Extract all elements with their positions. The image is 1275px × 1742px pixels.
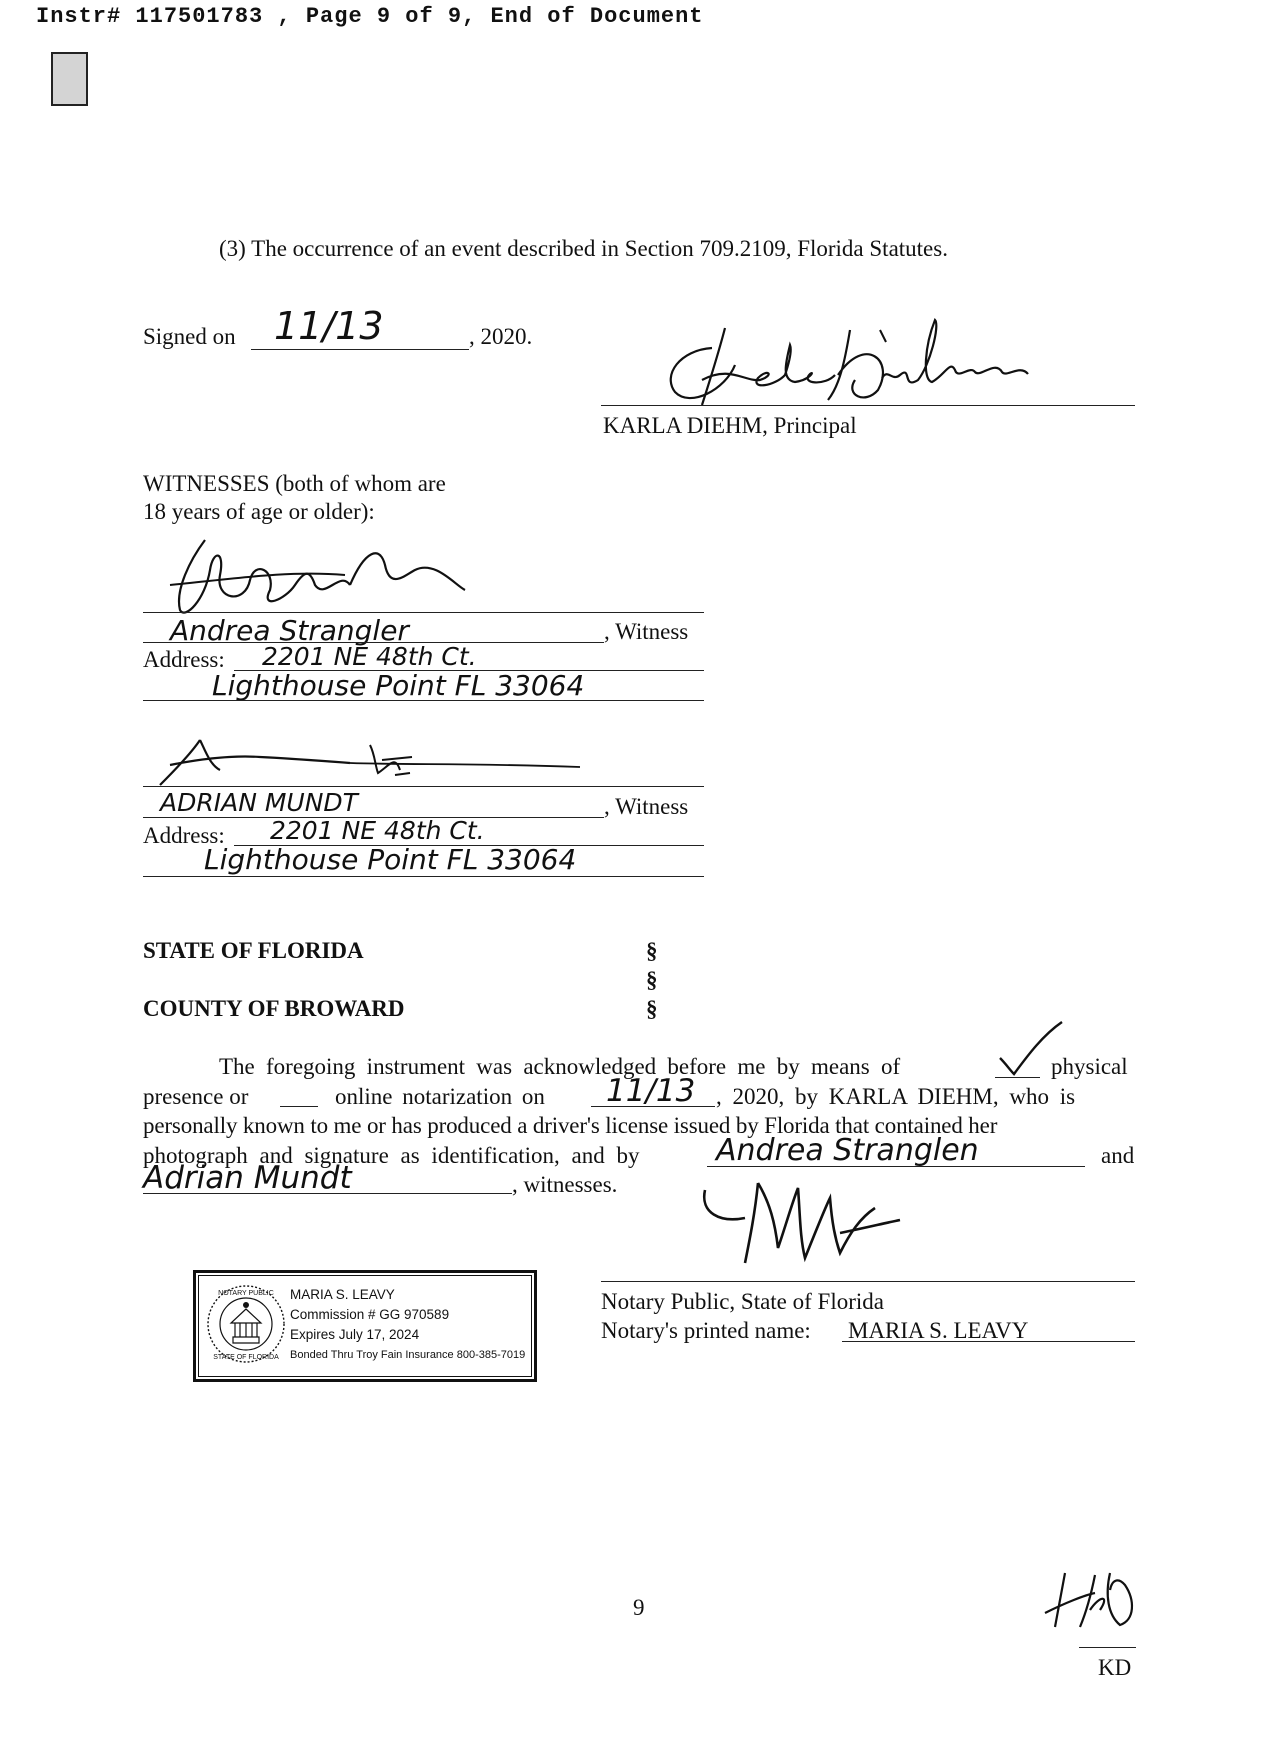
ack-line4-a: photograph and signature as identification, and by — [143, 1143, 640, 1168]
witnesses-heading-1: WITNESSES (both of whom are — [143, 471, 446, 496]
ack-line5: , witnesses. — [512, 1172, 618, 1197]
witness2-label: , Witness — [604, 794, 689, 819]
ack-line2-b: online notarization on — [335, 1084, 545, 1109]
ack-witness2-line — [143, 1193, 512, 1194]
principal-signature-line — [601, 405, 1135, 406]
witness2-address1: 2201 NE 48th Ct. — [270, 816, 485, 845]
notary-stamp — [193, 1270, 537, 1382]
venue-county: COUNTY OF BROWARD — [143, 996, 405, 1021]
seal-bottom-text: STATE OF FLORIDA — [213, 1354, 279, 1361]
ack-and: and — [1101, 1143, 1135, 1168]
signed-date-line — [251, 349, 469, 350]
witnesses-heading-2: 18 years of age or older): — [143, 499, 375, 524]
ack-line2-a: presence or — [143, 1084, 249, 1109]
witness2-address-line2 — [143, 876, 704, 877]
witness1-address-line2 — [143, 700, 704, 701]
signed-on-label: Signed on — [143, 324, 236, 349]
witness1-signature — [165, 530, 725, 620]
stamp-expires: Expires July 17, 2024 — [290, 1327, 420, 1342]
witness2-signature-line — [143, 786, 704, 787]
page-number: 9 — [633, 1595, 645, 1620]
notary-signature — [700, 1178, 910, 1268]
initials-signature — [1040, 1565, 1140, 1635]
witness2-address2: Lighthouse Point FL 33064 — [204, 843, 577, 876]
notary-printed-label: Notary's printed name: — [601, 1318, 811, 1343]
principal-label: KARLA DIEHM, Principal — [603, 413, 857, 438]
notary-printed-name-line — [842, 1341, 1135, 1342]
ack-date: 11/13 — [606, 1073, 696, 1109]
notary-signature-line — [601, 1281, 1135, 1282]
notary-seal-icon — [205, 1283, 287, 1365]
seal-top-text: NOTARY PUBLIC — [218, 1290, 274, 1297]
stamp-name: MARIA S. LEAVY — [290, 1287, 395, 1302]
witness1-address1: 2201 NE 48th Ct. — [262, 642, 477, 671]
ack-line1: The foregoing instrument was acknowledged before me by means of — [219, 1054, 901, 1079]
section-symbol-1: § — [646, 938, 658, 963]
witness2-address-label: Address: — [143, 823, 225, 848]
online-blank-line — [280, 1106, 318, 1107]
ack-witness1-line — [707, 1166, 1085, 1167]
section-symbol-3: § — [646, 996, 658, 1021]
principal-signature — [650, 320, 1050, 415]
clause-text: (3) The occurrence of an event described in Section 709.2109, Florida Statutes. — [219, 236, 948, 261]
gray-box — [51, 52, 88, 106]
signed-date: 11/13 — [274, 304, 384, 348]
signed-year: , 2020. — [469, 324, 533, 349]
witness1-label: , Witness — [604, 619, 689, 644]
witness1-address2: Lighthouse Point FL 33064 — [212, 669, 585, 702]
initials-label: KD — [1098, 1655, 1132, 1680]
venue-state: STATE OF FLORIDA — [143, 938, 364, 963]
notary-printed-name: MARIA S. LEAVY — [848, 1318, 1029, 1343]
ack-witness1: Andrea Stranglen — [716, 1133, 979, 1168]
instrument-header: Instr# 117501783 , Page 9 of 9, End of Document — [36, 4, 704, 29]
ack-line2-c: , 2020, by KARLA DIEHM, who is — [716, 1084, 1076, 1109]
ack-line3: personally known to me or has produced a driver's license issued by Florida that contained her — [143, 1113, 998, 1138]
initials-line — [1079, 1647, 1136, 1648]
ack-physical: physical — [1051, 1054, 1128, 1079]
witness2-name: ADRIAN MUNDT — [160, 788, 358, 817]
section-symbol-2: § — [646, 967, 658, 992]
witness1-name: Andrea Strangler — [170, 614, 409, 647]
stamp-bonded: Bonded Thru Troy Fain Insurance 800-385-7019 — [290, 1349, 526, 1361]
witness2-signature — [150, 725, 600, 790]
witness1-address-label: Address: — [143, 647, 225, 672]
ack-witness2: Adrian Mundt — [143, 1160, 352, 1196]
notary-title: Notary Public, State of Florida — [601, 1289, 884, 1314]
stamp-commission: Commission # GG 970589 — [290, 1307, 450, 1322]
witness1-signature-line — [143, 612, 704, 613]
